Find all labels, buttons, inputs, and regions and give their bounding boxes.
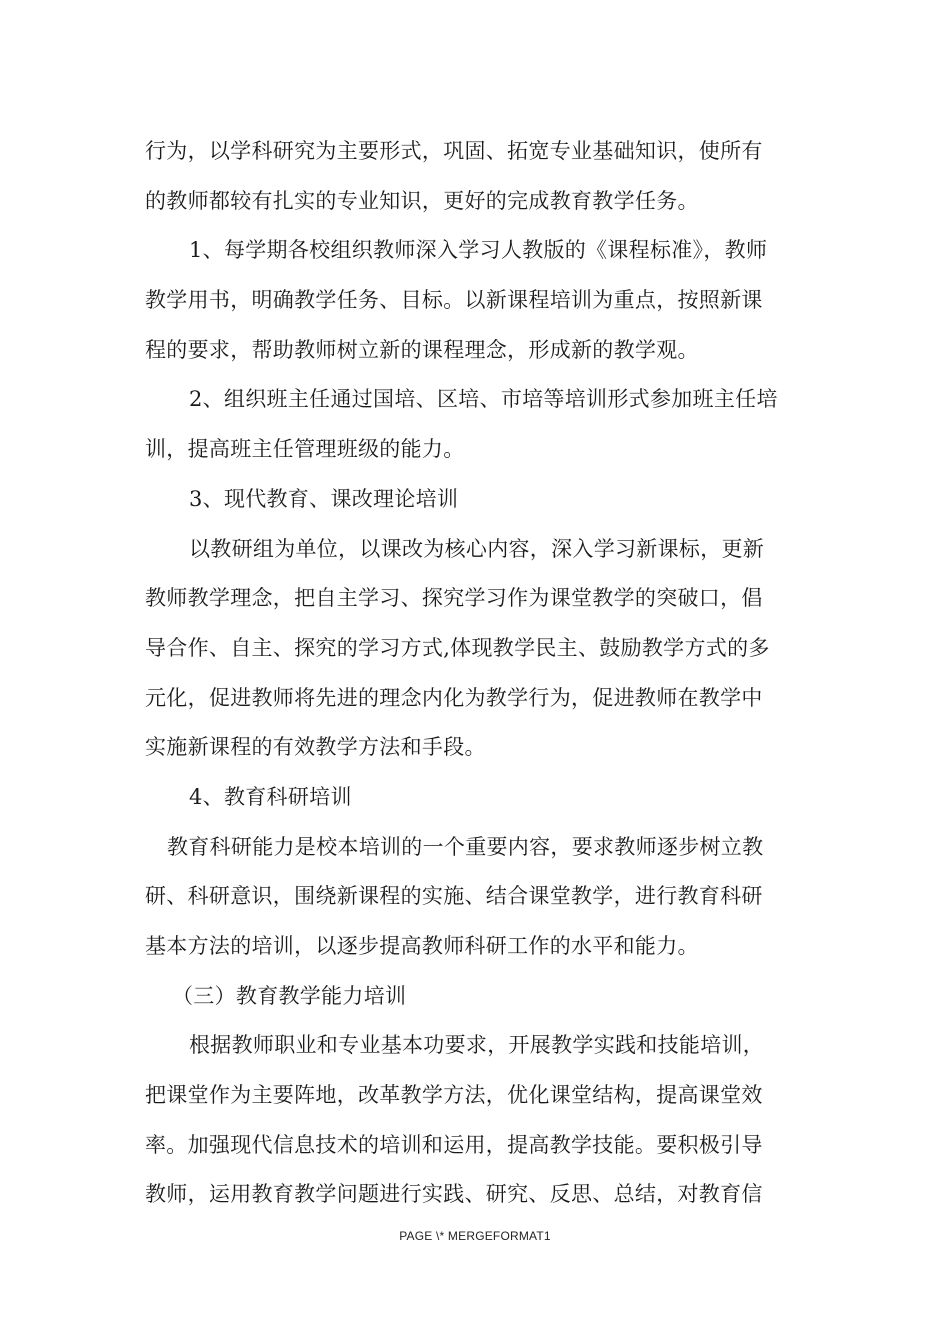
text-line: 4、教育科研培训: [189, 784, 352, 809]
text-line: 元化，促进教师将先进的理念内化为教学行为，促进教师在教学中: [145, 685, 763, 710]
text-line: 教学用书，明确教学任务、目标。以新课程培训为重点，按照新课: [145, 288, 763, 313]
text-line: 教育科研能力是校本培训的一个重要内容，要求教师逐步树立教: [167, 834, 764, 859]
text-line: 教师教学理念，把自主学习、探究学习作为课堂教学的突破口，倡: [145, 586, 763, 611]
text-line: 行为，以学科研究为主要形式，巩固、拓宽专业基础知识，使所有: [145, 139, 763, 163]
text-line: 实施新课程的有效教学方法和手段。: [145, 735, 486, 760]
text-line: 3、现代教育、课改理论培训: [189, 486, 459, 511]
text-line: 2、组织班主任通过国培、区培、市培等培训形式参加班主任培: [189, 387, 778, 412]
text-line: 基本方法的培训，以逐步提高教师科研工作的水平和能力。: [145, 934, 699, 958]
text-line: 训，提高班主任管理班级的能力。: [145, 437, 465, 462]
text-line: 程的要求，帮助教师树立新的课程理念，形成新的教学观。: [145, 337, 699, 362]
text-line: 率。加强现代信息技术的培训和运用，提高教学技能。要积极引导: [145, 1132, 763, 1157]
text-line: 的教师都较有扎实的专业知识，更好的完成教育教学任务。: [145, 188, 699, 213]
text-line: 1、每学期各校组织教师深入学习人教版的《课程标准》，教师: [189, 238, 768, 263]
text-line: 把课堂作为主要阵地，改革教学方法，优化课堂结构，提高课堂效: [145, 1083, 763, 1108]
text-line: 研、科研意识，围绕新课程的实施、结合课堂教学，进行教育科研: [145, 884, 763, 909]
text-line: 教师，运用教育教学问题进行实践、研究、反思、总结，对教育信: [145, 1182, 763, 1207]
section-heading: （三）教育教学能力培训: [172, 983, 407, 1008]
text-line: 导合作、自主、探究的学习方式,体现教学民主、鼓励教学方式的多: [145, 635, 770, 660]
document-body: [145, 127, 815, 1220]
page-footer: PAGE \* MERGEFORMAT1: [399, 1229, 551, 1243]
text-line: 以教研组为单位，以课改为核心内容，深入学习新课标，更新: [189, 536, 765, 561]
text-line: 根据教师职业和专业基本功要求，开展教学实践和技能培训，: [189, 1033, 765, 1058]
